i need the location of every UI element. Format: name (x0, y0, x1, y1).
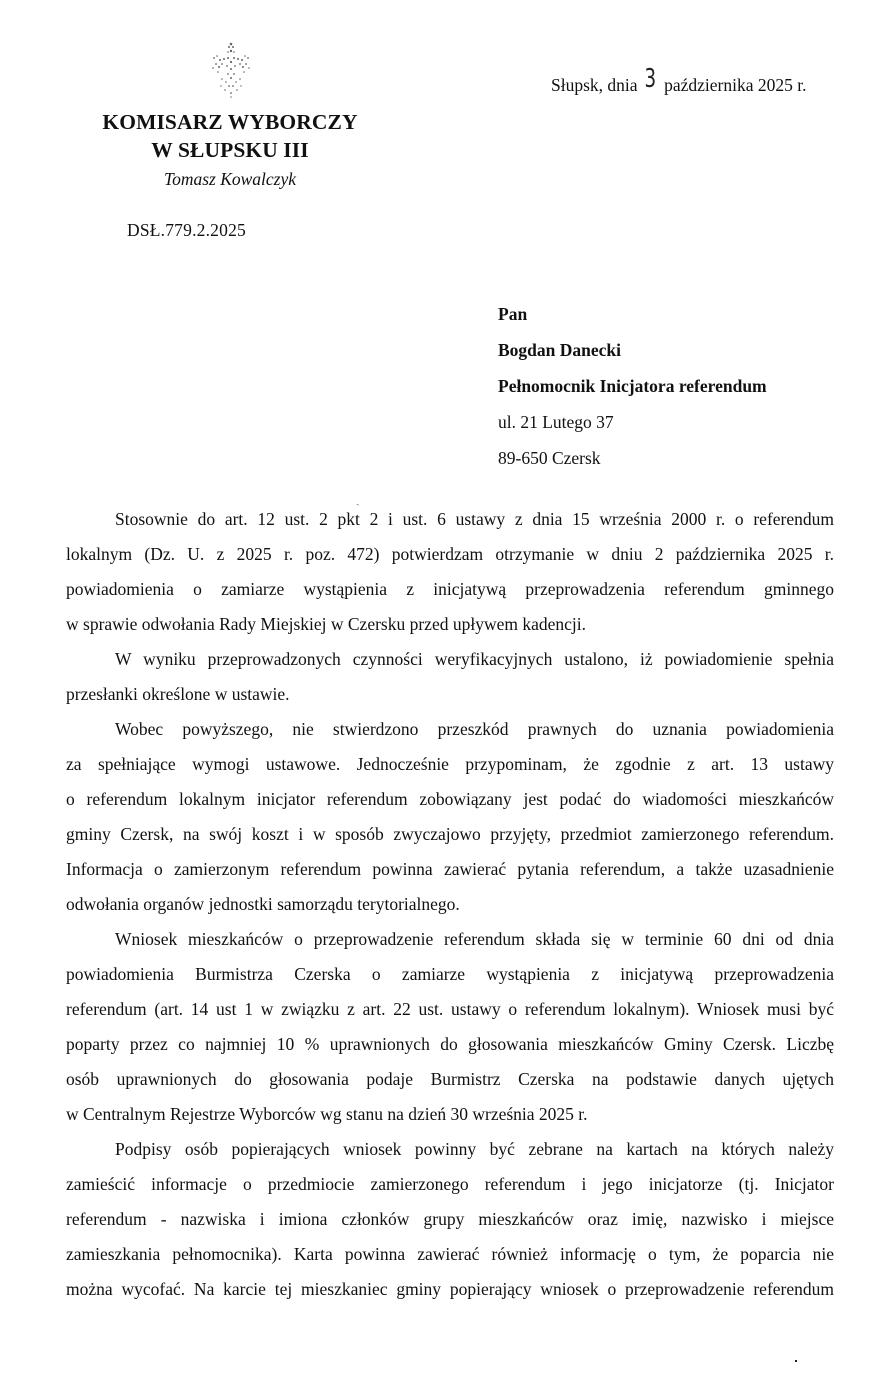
body-line: odwołania organów jednostki samorządu terytorialnego. (66, 894, 460, 914)
body-line: w sprawie odwołania Rady Miejskiej w Czersku przed upływem kadencji. (66, 614, 587, 634)
body-line: referendum (art. 14 ust 1 w związku z art. 22 ust. ustawy o referendum lokalnym). Wniosek musi być (66, 999, 834, 1019)
body-line: zamieszkania pełnomocnika). Karta powinna zawierać również informację o tym, że poparcia nie (66, 1244, 834, 1264)
recipient-role: Pełnomocnik Inicjatora referendum (498, 376, 767, 396)
recipient-address-block (498, 296, 767, 476)
paragraph-obligations (66, 712, 834, 922)
recipient-street: ul. 21 Lutego 37 (498, 412, 614, 432)
date-place-prefix: Słupsk, dnia (551, 75, 638, 95)
body-line: osób uprawnionych do głosowania podaje Burmistrz Czerska na podstawie danych ujętych (66, 1069, 834, 1089)
recipient-salutation: Pan (498, 304, 528, 324)
body-line: W wyniku przeprowadzonych czynności weryfikacyjnych ustalono, iż powiadomienie spełnia (115, 649, 834, 669)
paragraph-application-deadline (66, 922, 834, 1132)
letter-body (66, 502, 834, 1307)
paragraph-signature-cards (66, 1132, 834, 1307)
polish-eagle-emblem-icon (206, 38, 256, 100)
paragraph-verification (66, 642, 834, 712)
organization-name-line2: W SŁUPSKU III (151, 138, 309, 162)
body-line: Stosownie do art. 12 ust. 2 pkt 2 i ust. 6 ustawy z dnia 15 września 2000 r. o referendum (115, 509, 834, 529)
body-line: lokalnym (Dz. U. z 2025 r. poz. 472) potwierdzam otrzymanie w dniu 2 października 2025 r. (66, 544, 834, 564)
body-line: za spełniające wymogi ustawowe. Jednocześnie przypominam, że zgodnie z art. 13 ustawy (66, 754, 834, 774)
issuer-person-name: Tomasz Kowalczyk (163, 169, 297, 189)
issuer-header (90, 108, 370, 192)
body-line: powiadomienia o zamiarze wystąpienia z inicjatywą przeprowadzenia referendum gminnego (66, 579, 834, 599)
scan-mark: ˏ (356, 494, 360, 506)
recipient-postal-city: 89-650 Czersk (498, 448, 601, 468)
paragraph-confirmation (66, 502, 834, 642)
recipient-name: Bogdan Danecki (498, 340, 622, 360)
organization-name-line1: KOMISARZ WYBORCZY (102, 110, 358, 134)
body-line: przesłanki określone w ustawie. (66, 684, 290, 704)
body-line: zamieścić informacje o przedmiocie zamierzonego referendum i jego inicjatorze (tj. Inicjator (66, 1174, 834, 1194)
body-line: powiadomienia Burmistrza Czerska o zamiarze wystąpienia z inicjatywą przeprowadzenia (66, 964, 834, 984)
body-line: Wobec powyższego, nie stwierdzono przeszkód prawnych do uznania powiadomienia (115, 719, 834, 739)
body-line: w Centralnym Rejestrze Wyborców wg stanu na dzień 30 września 2025 r. (66, 1104, 588, 1124)
body-line: Wniosek mieszkańców o przeprowadzenie referendum składa się w terminie 60 dni od dnia (115, 929, 834, 949)
body-line: gminy Czersk, na swój koszt i w sposób zwyczajowo przyjęty, przedmiot zamierzonego referendum. (66, 824, 834, 844)
body-line: Podpisy osób popierających wniosek powinny być zebrane na kartach na których należy (115, 1139, 834, 1159)
date-month-year: października 2025 r. (664, 75, 807, 95)
body-line: Informacja o zamierzonym referendum powinna zawierać pytania referendum, a także uzasadnienie (66, 859, 834, 879)
date-day-handwritten: 3 (644, 64, 656, 94)
date-line (551, 64, 807, 98)
body-line: można wycofać. Na karcie tej mieszkaniec gminy popierający wniosek o przeprowadzenie referendum (66, 1279, 834, 1299)
body-line: poparty przez co najmniej 10 % uprawnionych do głosowania mieszkańców Gminy Czersk. Liczbę (66, 1034, 834, 1054)
scan-speck (795, 1360, 797, 1362)
body-line: o referendum lokalnym inicjator referendum zobowiązany jest podać do wiadomości mieszkańców (66, 789, 834, 809)
case-number: DSŁ.779.2.2025 (127, 220, 246, 240)
body-line: referendum - nazwiska i imiona członków grupy mieszkańców oraz imię, nazwisko i miejsce (66, 1209, 834, 1229)
